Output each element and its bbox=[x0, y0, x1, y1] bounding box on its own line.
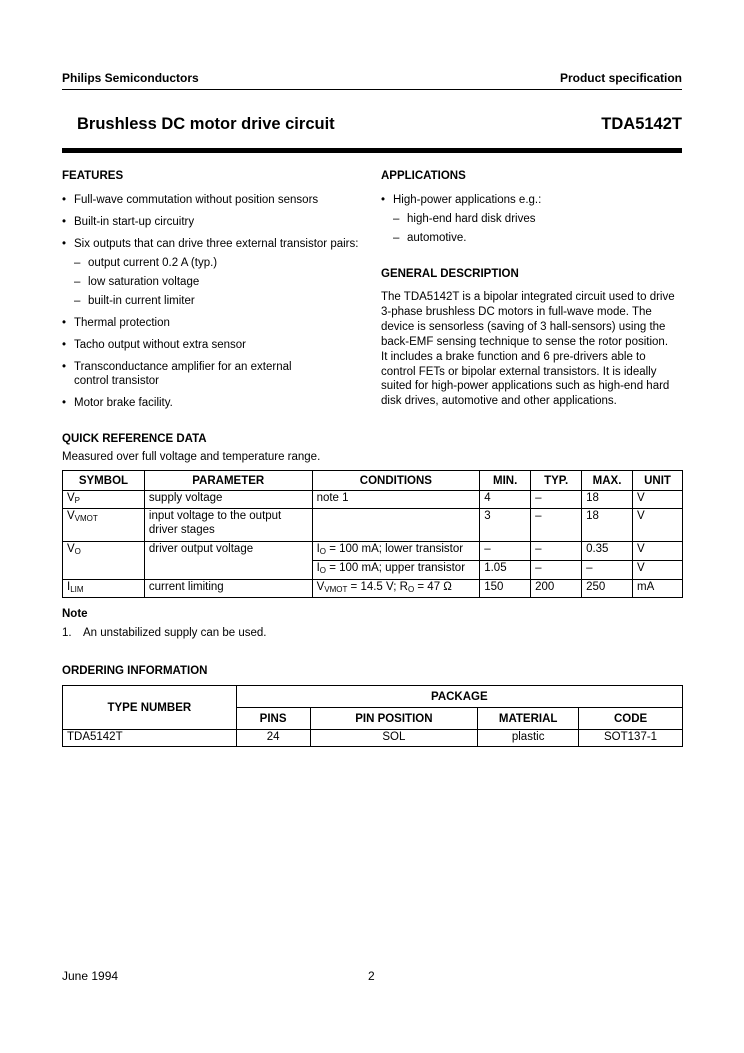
dash: – bbox=[393, 232, 400, 244]
page-number: 2 bbox=[368, 969, 375, 983]
general-description-text: The TDA5142T is a bipolar integrated circuit used to drive 3-phase brushless DC motors in full-wave mode. The device is sensorless (saving of 3 hall-sensors) using the back-EMF sensing technique to sense the rotor position. It includes a brake function and 6 pre-drivers able to control FETs or bipolar external transistors. It is ideally suited for high-power applications such as high-end hard disk drives, automotive and other applications. bbox=[381, 291, 675, 408]
dash: – bbox=[74, 295, 81, 307]
quick-reference-subheading: Measured over full voltage and temperature range. bbox=[62, 451, 321, 463]
parameter-cell: input voltage to the output driver stages bbox=[144, 509, 312, 542]
bullet: • bbox=[381, 194, 386, 206]
column-header: PINS bbox=[236, 708, 310, 730]
list-subitem: – high-end hard disk drives bbox=[393, 213, 536, 225]
conditions-cell: note 1 bbox=[312, 491, 480, 509]
material-cell: plastic bbox=[478, 730, 579, 747]
column-header: PARAMETER bbox=[144, 471, 312, 491]
bullet: • bbox=[62, 361, 67, 373]
dash: – bbox=[393, 213, 400, 225]
applications-heading: APPLICATIONS bbox=[381, 170, 466, 182]
min-cell: 1.05 bbox=[480, 561, 531, 580]
table-row bbox=[63, 491, 683, 509]
general-description-heading: GENERAL DESCRIPTION bbox=[381, 268, 519, 280]
typ-cell: – bbox=[531, 491, 582, 509]
company-name: Philips Semiconductors bbox=[62, 71, 199, 85]
list-item: • Transconductance amplifier for an external control transistor bbox=[62, 361, 292, 387]
unit-cell: V bbox=[633, 509, 683, 542]
bullet: • bbox=[62, 317, 67, 329]
bullet: • bbox=[62, 397, 67, 409]
table-header-row bbox=[63, 686, 683, 708]
parameter-cell: current limiting bbox=[144, 580, 312, 598]
column-header: MAX. bbox=[582, 471, 633, 491]
table-row bbox=[63, 542, 683, 561]
bullet: • bbox=[62, 194, 67, 206]
list-subitem: – built-in current limiter bbox=[74, 295, 195, 307]
conditions-cell: $I_O = 100$ mA; upper transistor bbox=[312, 561, 480, 580]
min-cell: – bbox=[480, 542, 531, 561]
table-header-row bbox=[63, 471, 683, 491]
document-title: Brushless DC motor drive circuit bbox=[77, 115, 335, 133]
conditions-cell: $I_O = 100$ mA; lower transistor bbox=[312, 542, 480, 561]
table-row bbox=[63, 580, 683, 598]
type-number-header: TYPE NUMBER bbox=[63, 686, 237, 730]
symbol-cell: $I_{LIM}$ bbox=[63, 580, 145, 598]
quick-reference-heading: QUICK REFERENCE DATA bbox=[62, 433, 207, 445]
unit-cell: V bbox=[633, 561, 683, 580]
list-subitem: – low saturation voltage bbox=[74, 276, 200, 288]
document-type: Product specification bbox=[559, 71, 682, 85]
column-header: TYP. bbox=[531, 471, 582, 491]
typ-cell: 200 bbox=[531, 580, 582, 598]
column-header: CONDITIONS bbox=[312, 471, 480, 491]
max-cell: – bbox=[582, 561, 633, 580]
symbol-cell: $V_P$ bbox=[63, 491, 145, 509]
symbol-cell: $V_O$ bbox=[63, 542, 145, 580]
part-number: TDA5142T bbox=[601, 115, 682, 133]
note-number: 1. bbox=[62, 627, 72, 639]
pins-cell: 24 bbox=[236, 730, 310, 747]
table-row bbox=[63, 509, 683, 542]
unit-cell: mA bbox=[633, 580, 683, 598]
list-item: • Built-in start-up circuitry bbox=[62, 216, 195, 228]
quick-reference-table bbox=[62, 470, 683, 598]
min-cell: 3 bbox=[480, 509, 531, 542]
bullet: • bbox=[62, 216, 67, 228]
symbol-cell: $V_{VMOT}$ bbox=[63, 509, 145, 542]
column-header: SYMBOL bbox=[63, 471, 145, 491]
list-item: • Motor brake facility. bbox=[62, 397, 173, 409]
header-divider bbox=[62, 89, 682, 90]
dash: – bbox=[74, 276, 81, 288]
list-item: • Tacho output without extra sensor bbox=[62, 339, 246, 351]
parameter-cell: supply voltage bbox=[144, 491, 312, 509]
column-header: CODE bbox=[579, 708, 683, 730]
table-row bbox=[63, 730, 683, 747]
unit-cell: V bbox=[633, 491, 683, 509]
min-cell: 150 bbox=[480, 580, 531, 598]
code-cell: SOT137-1 bbox=[579, 730, 683, 747]
bullet: • bbox=[62, 238, 67, 250]
typ-cell: – bbox=[531, 509, 582, 542]
min-cell: 4 bbox=[480, 491, 531, 509]
footer-date: June 1994 bbox=[62, 969, 119, 983]
column-header: UNIT bbox=[633, 471, 683, 491]
max-cell: 18 bbox=[582, 509, 633, 542]
max-cell: 18 bbox=[582, 491, 633, 509]
column-header: MIN. bbox=[480, 471, 531, 491]
list-item: • Thermal protection bbox=[62, 317, 170, 329]
note-text: An unstabilized supply can be used. bbox=[83, 627, 267, 639]
ordering-heading: ORDERING INFORMATION bbox=[62, 665, 208, 677]
note-heading: Note bbox=[62, 608, 88, 620]
max-cell: 250 bbox=[582, 580, 633, 598]
ordering-table bbox=[62, 685, 683, 747]
list-subitem: – automotive. bbox=[393, 232, 467, 244]
column-header: MATERIAL bbox=[478, 708, 579, 730]
typ-cell: – bbox=[531, 561, 582, 580]
package-header: PACKAGE bbox=[236, 686, 682, 708]
conditions-cell bbox=[312, 509, 480, 542]
typ-cell: – bbox=[531, 542, 582, 561]
max-cell: 0.35 bbox=[582, 542, 633, 561]
conditions-cell: $V_{VMOT} = 14.5$ V; $R_O = 47$ Ω bbox=[312, 580, 480, 598]
list-subitem: – output current 0.2 A (typ.) bbox=[74, 257, 218, 269]
list-item: • Six outputs that can drive three external transistor pairs: – output current 0.2 A (typ.) – low saturation voltage – built-in current limiter bbox=[62, 237, 362, 308]
features-heading: FEATURES bbox=[62, 170, 124, 182]
pin-position-cell: SOL bbox=[310, 730, 478, 747]
column-header: PIN POSITION bbox=[310, 708, 478, 730]
list-item: • Full-wave commutation without position sensors bbox=[62, 194, 319, 206]
unit-cell: V bbox=[633, 542, 683, 561]
list-item: • High-power applications e.g.: – high-end hard disk drives – automotive. bbox=[381, 193, 681, 245]
features-list bbox=[62, 193, 362, 410]
title-divider bbox=[62, 148, 682, 153]
dash: – bbox=[74, 257, 81, 269]
parameter-cell: driver output voltage bbox=[144, 542, 312, 580]
type-cell: TDA5142T bbox=[63, 730, 237, 747]
applications-list bbox=[381, 193, 681, 245]
bullet: • bbox=[62, 339, 67, 351]
